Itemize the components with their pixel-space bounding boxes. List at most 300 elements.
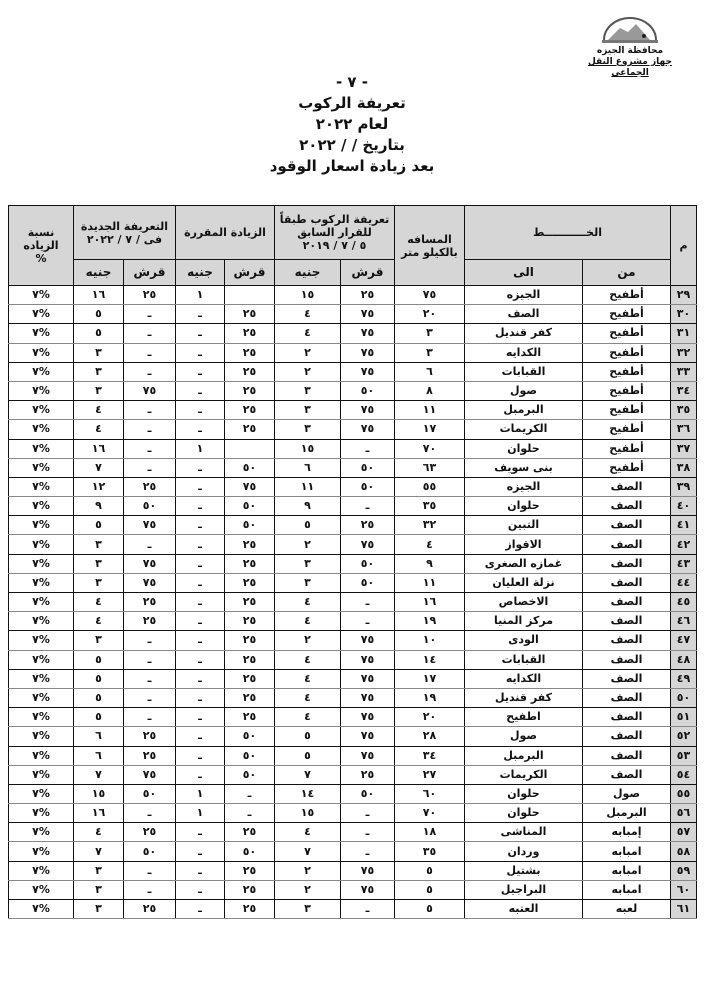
route-from: الصف: [583, 612, 671, 631]
increase-percent: %٧: [9, 631, 74, 650]
old-fare-pound: ٥: [275, 727, 341, 746]
increase-percent: %٧: [9, 650, 74, 669]
old-fare-piaster: ٧٥: [341, 631, 395, 650]
header-index: م: [671, 206, 697, 286]
table-row: [9, 784, 697, 803]
increase-percent: %٧: [9, 688, 74, 707]
old-fare-piaster: ٥٠: [341, 784, 395, 803]
new-fare-piaster: ـ: [124, 631, 176, 650]
increase-pound: ـ: [176, 842, 225, 861]
old-fare-piaster: ٥٠: [341, 477, 395, 496]
distance-km: ٥: [395, 861, 465, 880]
increase-percent: %٧: [9, 842, 74, 861]
increase-pound: ـ: [176, 497, 225, 516]
increase-piaster: [225, 286, 275, 305]
increase-pound: ١: [176, 804, 225, 823]
table-row: [9, 669, 697, 688]
increase-piaster: ٢٥: [225, 420, 275, 439]
new-fare-pound: ٤: [74, 823, 124, 842]
old-fare-pound: ٦: [275, 458, 341, 477]
increase-piaster: ٢٥: [225, 631, 275, 650]
increase-pound: ـ: [176, 708, 225, 727]
increase-piaster: ٢٥: [225, 688, 275, 707]
new-fare-piaster: ٧٥: [124, 573, 176, 592]
row-number: ٥١: [671, 708, 697, 727]
increase-percent: %٧: [9, 324, 74, 343]
header-new-fare-line1: التعريفة الجديدة: [80, 219, 169, 233]
new-fare-pound: ٤: [74, 420, 124, 439]
increase-percent: %٧: [9, 343, 74, 362]
increase-percent: %٧: [9, 880, 74, 899]
new-fare-pound: ٣: [74, 573, 124, 592]
new-fare-pound: ٣: [74, 631, 124, 650]
route-to: الاخصاص: [465, 593, 583, 612]
new-fare-pound: ١٥: [74, 784, 124, 803]
old-fare-pound: ٥: [275, 516, 341, 535]
row-number: ٤٤: [671, 573, 697, 592]
route-to: المناشى: [465, 823, 583, 842]
distance-km: ٢٠: [395, 708, 465, 727]
new-fare-pound: ٤: [74, 401, 124, 420]
route-from: الصف: [583, 554, 671, 573]
increase-piaster: ٢٥: [225, 669, 275, 688]
new-fare-pound: ٦: [74, 727, 124, 746]
old-fare-piaster: ـ: [341, 823, 395, 842]
increase-pound: ـ: [176, 688, 225, 707]
old-fare-piaster: ـ: [341, 593, 395, 612]
header-inc-piaster: قرش: [225, 260, 275, 286]
increase-percent: %٧: [9, 497, 74, 516]
new-fare-piaster: ـ: [124, 688, 176, 707]
distance-km: ١١: [395, 573, 465, 592]
route-to: حلوان: [465, 497, 583, 516]
route-to: البرمبل: [465, 401, 583, 420]
old-fare-pound: ٤: [275, 324, 341, 343]
new-fare-piaster: ٥٠: [124, 497, 176, 516]
route-from: الصف: [583, 708, 671, 727]
old-fare-pound: ٤: [275, 305, 341, 324]
old-fare-piaster: ـ: [341, 842, 395, 861]
new-fare-pound: ٧: [74, 458, 124, 477]
increase-piaster: ٢٥: [225, 362, 275, 381]
route-to: القبابات: [465, 650, 583, 669]
increase-percent: %٧: [9, 765, 74, 784]
old-fare-piaster: ٧٥: [341, 880, 395, 899]
distance-km: ٦٠: [395, 784, 465, 803]
new-fare-piaster: ـ: [124, 324, 176, 343]
increase-piaster: ٥٠: [225, 497, 275, 516]
route-from: لعبه: [583, 900, 671, 919]
distance-km: ١٤: [395, 650, 465, 669]
row-number: ٣٨: [671, 458, 697, 477]
increase-percent: %٧: [9, 804, 74, 823]
new-fare-pound: ٣: [74, 880, 124, 899]
row-number: ٣٣: [671, 362, 697, 381]
header-old-fare-line3: ٥ / ٧ / ٢٠١٩: [302, 239, 367, 252]
row-number: ٥٥: [671, 784, 697, 803]
distance-km: ٧٠: [395, 439, 465, 458]
old-fare-pound: ٧: [275, 842, 341, 861]
new-fare-piaster: ـ: [124, 362, 176, 381]
increase-piaster: ٥٠: [225, 746, 275, 765]
increase-piaster: ٢٥: [225, 708, 275, 727]
old-fare-piaster: ٧٥: [341, 305, 395, 324]
header-old-pound: جنيه: [275, 260, 341, 286]
route-from: الصف: [583, 631, 671, 650]
distance-km: ٣٢: [395, 516, 465, 535]
table-row: [9, 900, 697, 919]
new-fare-pound: ١٢: [74, 477, 124, 496]
increase-percent: %٧: [9, 900, 74, 919]
table-row: [9, 324, 697, 343]
increase-piaster: ٢٥: [225, 650, 275, 669]
new-fare-pound: ٩: [74, 497, 124, 516]
table-row: [9, 842, 697, 861]
increase-piaster: ٢٥: [225, 900, 275, 919]
old-fare-pound: ٢: [275, 880, 341, 899]
old-fare-piaster: ٧٥: [341, 362, 395, 381]
increase-piaster: ٢٥: [225, 823, 275, 842]
old-fare-pound: ٢: [275, 535, 341, 554]
old-fare-pound: ٣: [275, 573, 341, 592]
old-fare-piaster: ٥٠: [341, 381, 395, 400]
increase-percent: %٧: [9, 861, 74, 880]
increase-piaster: ٢٥: [225, 535, 275, 554]
increase-percent: %٧: [9, 381, 74, 400]
new-fare-piaster: ـ: [124, 669, 176, 688]
route-to: صول: [465, 381, 583, 400]
old-fare-pound: ٤: [275, 650, 341, 669]
distance-km: ١٠: [395, 631, 465, 650]
distance-km: ١٧: [395, 669, 465, 688]
table-row: [9, 554, 697, 573]
route-to: الكريمات: [465, 420, 583, 439]
increase-piaster: ٢٥: [225, 880, 275, 899]
old-fare-piaster: ٧٥: [341, 861, 395, 880]
old-fare-pound: ٥: [275, 746, 341, 765]
increase-pound: ـ: [176, 861, 225, 880]
new-fare-piaster: ٢٥: [124, 286, 176, 305]
new-fare-piaster: ـ: [124, 650, 176, 669]
increase-percent: %٧: [9, 362, 74, 381]
table-row: [9, 401, 697, 420]
increase-percent: %٧: [9, 516, 74, 535]
route-from: الصف: [583, 765, 671, 784]
increase-percent: %٧: [9, 823, 74, 842]
old-fare-piaster: ٧٥: [341, 535, 395, 554]
old-fare-piaster: ٧٥: [341, 727, 395, 746]
header-distance-line2: بالكيلو متر: [401, 245, 458, 259]
distance-km: ٩: [395, 554, 465, 573]
new-fare-piaster: ٢٥: [124, 823, 176, 842]
route-to: الصف: [465, 305, 583, 324]
old-fare-piaster: ٧٥: [341, 669, 395, 688]
route-to: القبابات: [465, 362, 583, 381]
row-number: ٣٥: [671, 401, 697, 420]
new-fare-pound: ٣: [74, 861, 124, 880]
old-fare-pound: ٢: [275, 861, 341, 880]
route-to: مركز المنيا: [465, 612, 583, 631]
route-to: حلوان: [465, 804, 583, 823]
old-fare-pound: ١٥: [275, 439, 341, 458]
increase-percent: %٧: [9, 554, 74, 573]
distance-km: ١١: [395, 401, 465, 420]
old-fare-pound: ٩: [275, 497, 341, 516]
increase-piaster: ٧٥: [225, 477, 275, 496]
increase-percent: %٧: [9, 286, 74, 305]
table-row: [9, 420, 697, 439]
table-row: [9, 804, 697, 823]
new-fare-pound: ٣: [74, 381, 124, 400]
old-fare-pound: ٣: [275, 420, 341, 439]
increase-pound: ـ: [176, 401, 225, 420]
header-block: [570, 14, 690, 79]
route-from: الصف: [583, 516, 671, 535]
header-old-fare-line2: للقرار السابق: [297, 226, 372, 239]
increase-pound: ـ: [176, 343, 225, 362]
row-number: ٤٦: [671, 612, 697, 631]
title-line-2: لعام ٢٠٢٢: [315, 115, 389, 133]
route-to: كفر قنديل: [465, 688, 583, 707]
new-fare-piaster: ٥٠: [124, 842, 176, 861]
increase-piaster: ٢٥: [225, 593, 275, 612]
increase-piaster: ٢٥: [225, 401, 275, 420]
old-fare-pound: ٢: [275, 631, 341, 650]
row-number: ٣١: [671, 324, 697, 343]
increase-percent: %٧: [9, 746, 74, 765]
distance-km: ٣: [395, 343, 465, 362]
route-from: الصف: [583, 669, 671, 688]
route-to: الكدايه: [465, 343, 583, 362]
row-number: ٣٤: [671, 381, 697, 400]
page-number: - ٧ -: [335, 73, 369, 91]
table-row: [9, 765, 697, 784]
old-fare-piaster: ٥٠: [341, 573, 395, 592]
increase-piaster: ٥٠: [225, 842, 275, 861]
old-fare-pound: ٢: [275, 362, 341, 381]
new-fare-pound: ٥: [74, 708, 124, 727]
table-row: [9, 688, 697, 707]
route-to: الاقواز: [465, 535, 583, 554]
old-fare-pound: ٤: [275, 708, 341, 727]
increase-percent: %٧: [9, 458, 74, 477]
increase-pound: ١: [176, 286, 225, 305]
row-number: ٣٢: [671, 343, 697, 362]
increase-piaster: ٢٥: [225, 554, 275, 573]
fare-table: [8, 205, 697, 919]
new-fare-piaster: ـ: [124, 861, 176, 880]
distance-km: ٣٤: [395, 746, 465, 765]
route-from: البرمبل: [583, 804, 671, 823]
route-to: البراجيل: [465, 880, 583, 899]
new-fare-piaster: ٧٥: [124, 554, 176, 573]
header-from: من: [583, 260, 671, 286]
old-fare-piaster: ـ: [341, 612, 395, 631]
distance-km: ١٩: [395, 688, 465, 707]
header-route: الخـــــــــــط: [465, 206, 671, 260]
giza-governorate-logo-icon: [598, 14, 662, 46]
header-old-fare: [275, 206, 395, 260]
header-distance-line1: المسافه: [407, 232, 452, 246]
route-from: امبابه: [583, 880, 671, 899]
title-line-4: بعد زيادة اسعار الوقود: [269, 157, 435, 175]
distance-km: ١٧: [395, 420, 465, 439]
increase-pound: ـ: [176, 880, 225, 899]
old-fare-piaster: ٥٠: [341, 554, 395, 573]
increase-percent: %٧: [9, 784, 74, 803]
new-fare-piaster: ٢٥: [124, 477, 176, 496]
route-from: امبابه: [583, 861, 671, 880]
route-from: الصف: [583, 727, 671, 746]
route-to: نزلة العليان: [465, 573, 583, 592]
increase-piaster: ٥٠: [225, 516, 275, 535]
increase-pound: ١: [176, 439, 225, 458]
old-fare-piaster: ٧٥: [341, 708, 395, 727]
header-new-pound: جنيه: [74, 260, 124, 286]
distance-km: ٢٧: [395, 765, 465, 784]
route-to: غمازه الصغرى: [465, 554, 583, 573]
table-row: [9, 573, 697, 592]
new-fare-piaster: ـ: [124, 880, 176, 899]
distance-km: ٣٥: [395, 842, 465, 861]
row-number: ٤٩: [671, 669, 697, 688]
route-to: اطفيح: [465, 708, 583, 727]
increase-pound: ١: [176, 784, 225, 803]
route-to: العتبه: [465, 900, 583, 919]
route-to: الجيزه: [465, 286, 583, 305]
route-to: الودى: [465, 631, 583, 650]
increase-pound: ـ: [176, 554, 225, 573]
new-fare-piaster: ٧٥: [124, 516, 176, 535]
increase-piaster: ٥٠: [225, 458, 275, 477]
old-fare-pound: ٣: [275, 401, 341, 420]
route-to: الكريمات: [465, 765, 583, 784]
old-fare-pound: ٤: [275, 593, 341, 612]
distance-km: ٣: [395, 324, 465, 343]
route-to: الجيزه: [465, 477, 583, 496]
route-from: الصف: [583, 535, 671, 554]
route-to: صول: [465, 727, 583, 746]
increase-percent: %٧: [9, 593, 74, 612]
old-fare-piaster: ٧٥: [341, 650, 395, 669]
route-from: أطفيح: [583, 439, 671, 458]
header-inc-pound: جنيه: [176, 260, 225, 286]
document-title: [0, 72, 704, 177]
header-percent: [9, 206, 74, 286]
table-row: [9, 880, 697, 899]
new-fare-pound: ٥: [74, 688, 124, 707]
new-fare-piaster: ـ: [124, 535, 176, 554]
route-to: وردان: [465, 842, 583, 861]
new-fare-pound: ٥: [74, 516, 124, 535]
increase-percent: %٧: [9, 305, 74, 324]
old-fare-pound: ٤: [275, 669, 341, 688]
table-row: [9, 746, 697, 765]
route-from: الصف: [583, 477, 671, 496]
increase-pound: ـ: [176, 650, 225, 669]
old-fare-pound: ٣: [275, 900, 341, 919]
table-row: [9, 381, 697, 400]
new-fare-pound: ٤: [74, 612, 124, 631]
increase-piaster: ٥٠: [225, 727, 275, 746]
route-to: كفر قنديل: [465, 324, 583, 343]
row-number: ٥٣: [671, 746, 697, 765]
row-number: ٥٨: [671, 842, 697, 861]
table-row: [9, 362, 697, 381]
distance-km: ٥: [395, 900, 465, 919]
table-row: [9, 458, 697, 477]
increase-pound: ـ: [176, 420, 225, 439]
route-from: أطفيح: [583, 401, 671, 420]
increase-percent: %٧: [9, 708, 74, 727]
new-fare-pound: ٣: [74, 900, 124, 919]
table-row: [9, 516, 697, 535]
increase-pound: ـ: [176, 765, 225, 784]
old-fare-piaster: ـ: [341, 497, 395, 516]
distance-km: ١٨: [395, 823, 465, 842]
new-fare-pound: ٧: [74, 842, 124, 861]
table-row: [9, 439, 697, 458]
row-number: ٦١: [671, 900, 697, 919]
increase-percent: %٧: [9, 612, 74, 631]
new-fare-pound: ٣: [74, 362, 124, 381]
route-from: الصف: [583, 497, 671, 516]
increase-pound: ـ: [176, 458, 225, 477]
increase-pound: ـ: [176, 631, 225, 650]
old-fare-piaster: ـ: [341, 804, 395, 823]
increase-piaster: ٢٥: [225, 612, 275, 631]
distance-km: ٢٨: [395, 727, 465, 746]
agency-name: جهاز مشروع النقل الجماعى: [588, 57, 672, 78]
route-from: أطفيح: [583, 381, 671, 400]
increase-percent: %٧: [9, 573, 74, 592]
route-from: الصف: [583, 573, 671, 592]
increase-percent: %٧: [9, 669, 74, 688]
new-fare-piaster: ٢٥: [124, 593, 176, 612]
row-number: ٣٩: [671, 477, 697, 496]
distance-km: ٢٠: [395, 305, 465, 324]
route-to: حلوان: [465, 784, 583, 803]
new-fare-piaster: ٢٥: [124, 727, 176, 746]
new-fare-pound: ٤: [74, 593, 124, 612]
old-fare-pound: ١٥: [275, 286, 341, 305]
row-number: ٤٠: [671, 497, 697, 516]
distance-km: ٧٠: [395, 804, 465, 823]
increase-piaster: ٢٥: [225, 343, 275, 362]
old-fare-pound: ١٤: [275, 784, 341, 803]
route-from: أطفيح: [583, 305, 671, 324]
new-fare-piaster: ـ: [124, 708, 176, 727]
old-fare-piaster: ٢٥: [341, 516, 395, 535]
row-number: ٤١: [671, 516, 697, 535]
table-row: [9, 593, 697, 612]
governorate-name: محافظة الجيزه: [596, 46, 664, 56]
route-from: أطفيح: [583, 458, 671, 477]
header-percent-line2: %: [35, 252, 47, 265]
route-from: أطفيح: [583, 420, 671, 439]
new-fare-pound: ٣: [74, 554, 124, 573]
route-to: بشتيل: [465, 861, 583, 880]
fare-rows: [9, 286, 697, 919]
route-from: إمبابه: [583, 823, 671, 842]
header-new-fare: [74, 206, 176, 260]
increase-piaster: ٢٥: [225, 861, 275, 880]
distance-km: ٤: [395, 535, 465, 554]
new-fare-pound: ٣: [74, 343, 124, 362]
row-number: ٢٩: [671, 286, 697, 305]
increase-pound: ـ: [176, 900, 225, 919]
route-from: أطفيح: [583, 362, 671, 381]
